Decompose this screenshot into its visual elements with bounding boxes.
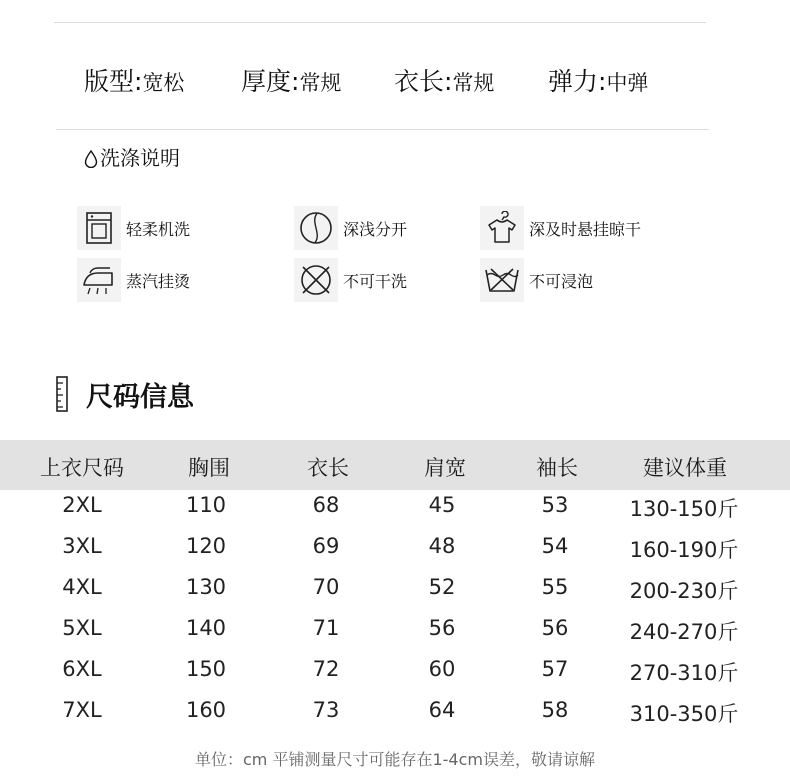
care-title [84,142,180,171]
cell-weight: 130-150斤 [629,497,739,521]
table-row [0,487,790,528]
cell-weight: 270-310斤 [629,661,739,685]
cell-shoulder: 60 [428,657,456,681]
attr-thickness-key: 厚度: [241,67,300,96]
care-label: 深浅分开 [343,219,408,239]
cell-sleeve: 54 [541,534,569,558]
attr-thickness-value: 常规 [299,71,342,95]
attr-fit-value: 宽松 [142,71,185,95]
cell-weight: 160-190斤 [629,538,739,562]
hang-dry-icon [480,206,524,250]
cell-size: 7XL [62,698,102,722]
separate-colors-icon [294,206,338,250]
table-row [0,569,790,610]
cell-chest: 140 [185,616,227,640]
cell-shoulder: 45 [428,493,456,517]
cell-size: 4XL [62,575,102,599]
care-label: 深及时悬挂晾干 [529,219,642,239]
cell-size: 6XL [62,657,102,681]
cell-shoulder: 64 [428,698,456,722]
care-item-gentle-wash [77,206,190,250]
size-section-title [56,374,194,414]
care-item-separate-colors [294,206,407,250]
attr-length-value: 常规 [452,71,495,95]
water-drop-icon [84,150,98,168]
size-table-header [0,440,790,490]
header-size: 上衣尺码 [40,456,124,480]
cell-chest: 110 [185,493,227,517]
care-label: 不可浸泡 [529,271,594,291]
attr-thickness [241,62,341,98]
care-label: 蒸汽挂烫 [126,271,191,291]
ruler-icon [56,376,68,412]
header-length: 衣长 [307,456,349,480]
cell-sleeve: 57 [541,657,569,681]
care-item-steam-iron [77,258,190,302]
attr-stretch-value: 中弹 [606,71,649,95]
cell-shoulder: 52 [428,575,456,599]
cell-chest: 130 [185,575,227,599]
cell-weight: 200-230斤 [629,579,739,603]
cell-chest: 150 [185,657,227,681]
cell-length: 71 [312,616,340,640]
table-row [0,651,790,692]
cell-size: 5XL [62,616,102,640]
care-label: 不可干洗 [343,271,408,291]
attr-stretch [548,62,648,98]
attr-stretch-key: 弹力: [548,67,607,96]
top-divider [54,22,706,23]
cell-size: 3XL [62,534,102,558]
care-title-text: 洗涤说明 [100,146,180,170]
cell-weight: 310-350斤 [629,702,739,726]
header-chest: 胸围 [188,456,230,480]
care-item-no-dry-clean [294,258,407,302]
measurement-note: 单位：cm 平铺测量尺寸可能存在1-4cm误差，敬请谅解 [195,750,595,769]
header-sleeve: 袖长 [536,456,578,480]
table-row [0,692,790,733]
cell-length: 72 [312,657,340,681]
cell-length: 69 [312,534,340,558]
cell-sleeve: 58 [541,698,569,722]
washing-machine-icon [77,206,121,250]
cell-sleeve: 56 [541,616,569,640]
no-dry-clean-icon [294,258,338,302]
care-label: 轻柔机洗 [126,219,191,239]
cell-sleeve: 53 [541,493,569,517]
cell-length: 73 [312,698,340,722]
care-item-no-soak [480,258,593,302]
care-item-hang-dry [480,206,641,250]
cell-weight: 240-270斤 [629,620,739,644]
cell-length: 70 [312,575,340,599]
cell-length: 68 [312,493,340,517]
cell-chest: 120 [185,534,227,558]
attr-length-key: 衣长: [394,67,453,96]
steam-iron-icon [77,258,121,302]
attr-length [394,62,494,98]
cell-size: 2XL [62,493,102,517]
cell-shoulder: 56 [428,616,456,640]
cell-shoulder: 48 [428,534,456,558]
header-shoulder: 肩宽 [424,456,466,480]
header-weight: 建议体重 [643,456,727,480]
size-title-text: 尺码信息 [86,381,194,413]
table-row [0,610,790,651]
cell-sleeve: 55 [541,575,569,599]
attr-fit-key: 版型: [84,67,143,96]
no-soak-icon [480,258,524,302]
table-row [0,528,790,569]
attr-divider [56,129,709,130]
cell-chest: 160 [185,698,227,722]
attr-fit [84,62,184,98]
